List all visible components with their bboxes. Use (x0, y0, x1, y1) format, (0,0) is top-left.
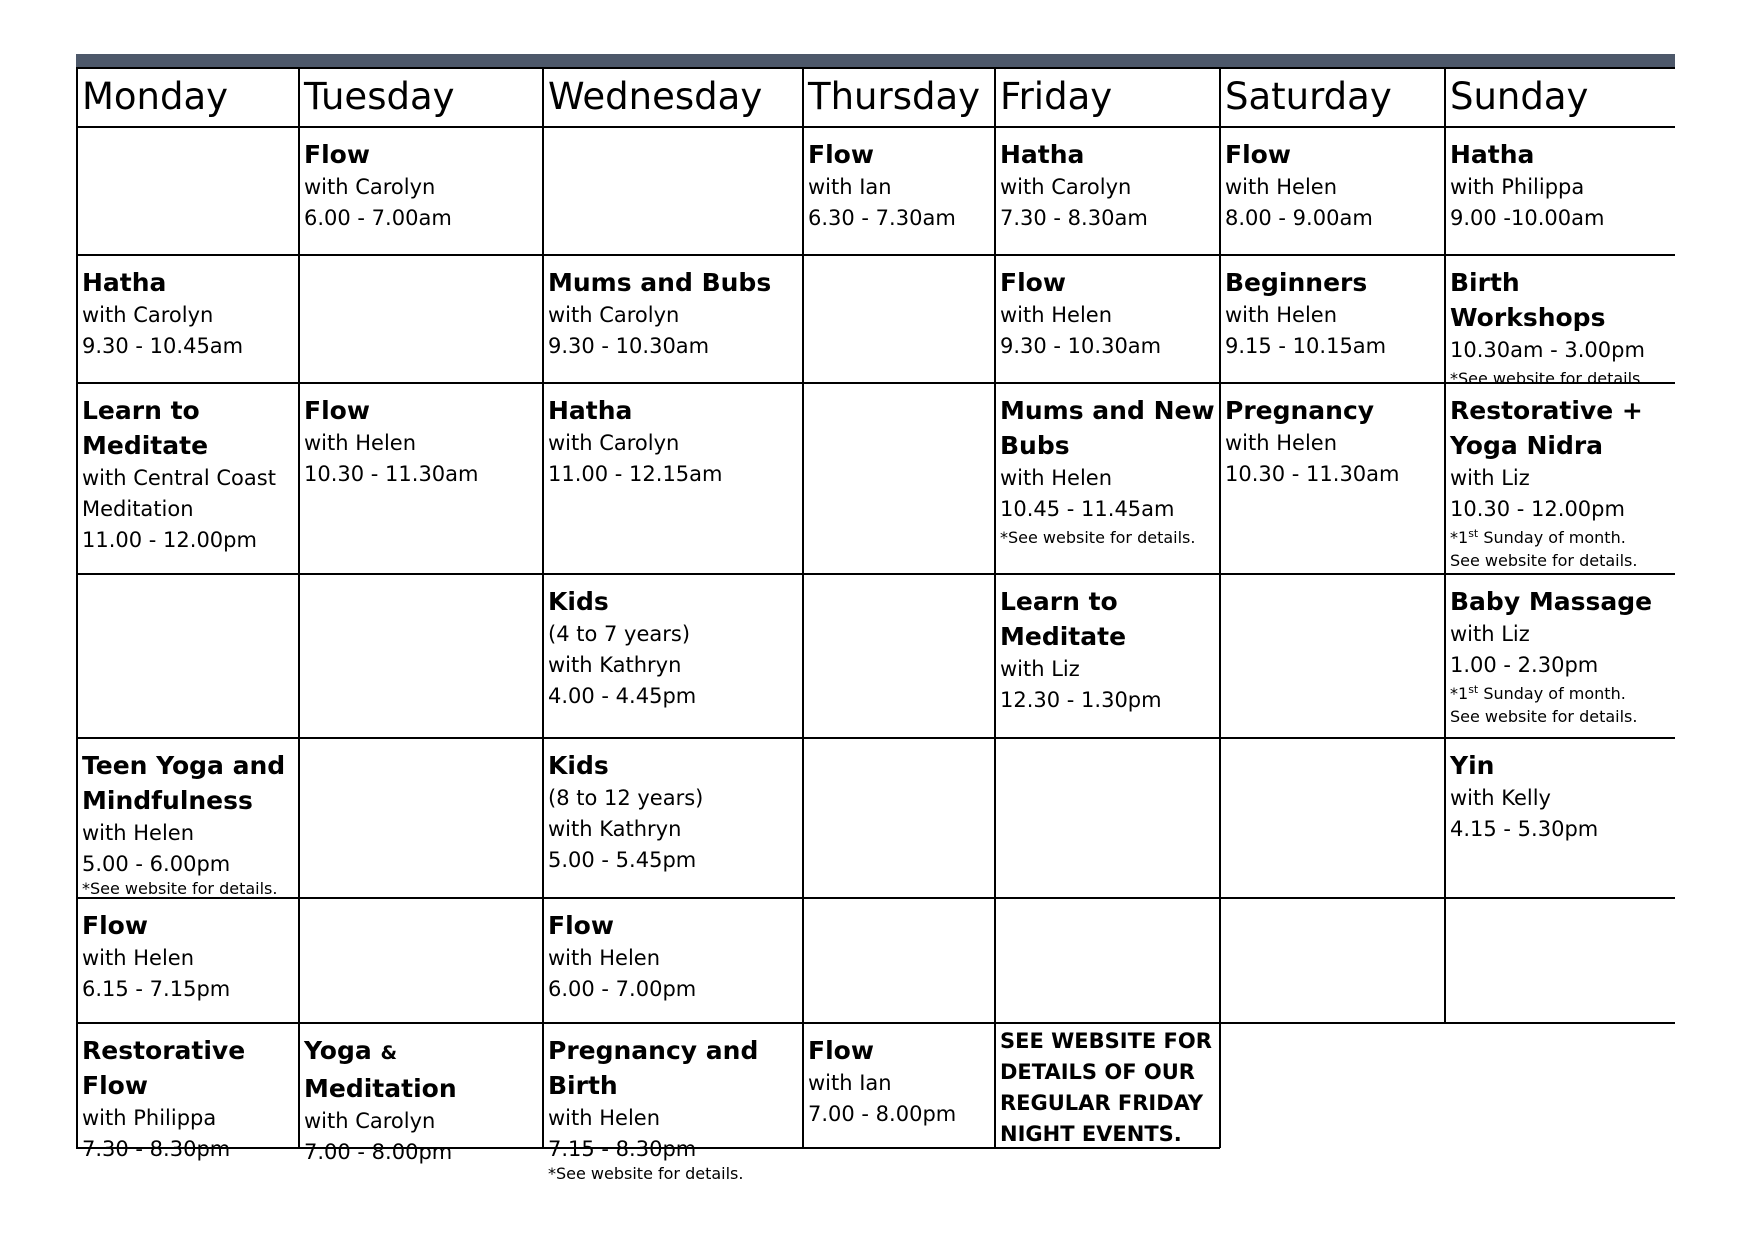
class-time: 10.45 - 11.45am (1000, 497, 1175, 521)
class-time: 7.30 - 8.30am (1000, 206, 1148, 230)
class-teacher: with Helen (1000, 303, 1113, 327)
class-teacher: with Philippa (82, 1106, 217, 1130)
day-header-thursday: Thursday (808, 75, 981, 118)
class-title: Kids (548, 751, 609, 780)
class-time: 10.30 - 11.30am (1225, 462, 1400, 486)
grid-line (76, 737, 1675, 739)
day-header-saturday: Saturday (1225, 75, 1392, 118)
class-title: Restorative Flow (82, 1036, 246, 1100)
class-cell-wednesday-flow-evening (542, 898, 802, 1022)
class-teacher: with Carolyn (82, 303, 214, 327)
day-header-friday: Friday (1000, 75, 1113, 118)
class-title: Hatha (1000, 140, 1085, 169)
class-teacher: with Helen (548, 1106, 661, 1130)
class-time: 5.00 - 6.00pm (82, 852, 231, 876)
class-cell-thursday-flow-evening (802, 1023, 994, 1147)
title-text: Yoga (304, 1036, 381, 1065)
class-cell-friday-mums-and-new-bubs (994, 383, 1219, 573)
class-cell-tuesday-flow (298, 127, 542, 254)
class-time: 6.30 - 7.30am (808, 206, 956, 230)
class-time: 9.15 - 10.15am (1225, 334, 1387, 358)
notice-line: SEE WEBSITE FOR (1000, 1029, 1212, 1053)
class-title: Hatha (548, 396, 633, 425)
class-teacher: with Helen (304, 431, 417, 455)
note-text: Sunday of month. (1478, 528, 1626, 547)
class-title: Flow (808, 1036, 874, 1065)
class-title: Pregnancy and Birth (548, 1036, 759, 1100)
class-teacher: with Helen (548, 946, 661, 970)
class-time: 5.00 - 5.45pm (548, 848, 697, 872)
class-teacher: with Carolyn (304, 175, 436, 199)
class-time: 9.30 - 10.30am (1000, 334, 1162, 358)
friday-night-events-notice (994, 1023, 1219, 1147)
class-time: 10.30 - 12.00pm (1450, 497, 1625, 521)
class-time: 9.00 -10.00am (1450, 206, 1605, 230)
class-cell-tuesday-flow-morning (298, 383, 542, 573)
class-time: 6.00 - 7.00pm (548, 977, 697, 1001)
class-cell-sunday-birth-workshops (1444, 255, 1675, 388)
ampersand: & (380, 1042, 398, 1064)
class-title: Yin (1450, 751, 1495, 780)
class-time: 6.15 - 7.15pm (82, 977, 231, 1001)
day-header-wednesday: Wednesday (548, 75, 763, 118)
class-cell-monday-learn-to-meditate (76, 383, 298, 573)
note-superscript: st (1468, 683, 1479, 696)
class-cell-saturday-flow (1219, 127, 1444, 254)
class-title: Learn to (82, 396, 200, 425)
class-time: 11.00 - 12.15am (548, 462, 723, 486)
class-note: See website for details. (1450, 707, 1638, 726)
day-header-tuesday: Tuesday (304, 75, 455, 118)
class-cell-wednesday-hatha (542, 383, 802, 573)
class-time: 1.00 - 2.30pm (1450, 653, 1599, 677)
class-title: Flow (304, 140, 370, 169)
title-text: Meditation (304, 1074, 457, 1103)
class-cell-thursday-flow (802, 127, 994, 254)
class-time: 7.30 - 8.30pm (82, 1137, 231, 1161)
class-title: Baby Massage (1450, 587, 1653, 616)
class-title: Flow (1225, 140, 1291, 169)
class-cell-wednesday-mums-and-bubs (542, 255, 802, 382)
class-cell-monday-teen-yoga (76, 738, 298, 897)
class-cell-monday-flow-evening (76, 898, 298, 1022)
class-title: Yoga Nidra (1450, 431, 1604, 460)
class-teacher: with Liz (1450, 622, 1530, 646)
class-note: *See website for details. (82, 879, 278, 898)
class-age-range: (4 to 7 years) (548, 622, 691, 646)
class-title: Mums and Bubs (548, 268, 772, 297)
class-cell-tuesday-yoga-meditation (298, 1023, 542, 1164)
class-title (304, 1033, 542, 1106)
class-teacher: with Central Coast (82, 466, 276, 490)
class-cell-saturday-pregnancy (1219, 383, 1444, 573)
class-time: 7.15 - 8.30pm (548, 1137, 697, 1161)
class-cell-sunday-hatha (1444, 127, 1675, 254)
note-superscript: st (1468, 527, 1479, 540)
class-title: Learn to (1000, 587, 1118, 616)
class-time: 10.30am - 3.00pm (1450, 338, 1645, 362)
note-text: Sunday of month. (1478, 684, 1626, 703)
class-teacher: with Helen (1225, 431, 1338, 455)
class-time: 4.00 - 4.45pm (548, 684, 697, 708)
grid-line (76, 573, 1675, 575)
class-time: 9.30 - 10.45am (82, 334, 244, 358)
class-time: 8.00 - 9.00am (1225, 206, 1373, 230)
class-title: Flow (808, 140, 874, 169)
class-title: Hatha (82, 268, 167, 297)
class-teacher: with Carolyn (304, 1109, 436, 1133)
class-cell-monday-hatha (76, 255, 298, 382)
class-teacher: with Helen (1225, 303, 1338, 327)
notice-line: NIGHT EVENTS. (1000, 1122, 1182, 1146)
class-teacher: with Kathryn (548, 653, 682, 677)
class-cell-monday-restorative-flow (76, 1023, 298, 1161)
class-note: *See website for details. (1450, 369, 1646, 388)
class-teacher: with Philippa (1450, 175, 1585, 199)
class-teacher: with Carolyn (1000, 175, 1132, 199)
class-teacher: with Helen (82, 946, 195, 970)
class-cell-sunday-restorative-yoga-nidra (1444, 383, 1675, 573)
class-cell-friday-flow (994, 255, 1219, 382)
class-note: *See website for details. (548, 1164, 744, 1183)
class-title: Birth Workshops (1450, 268, 1606, 332)
class-time: 7.00 - 8.00pm (808, 1102, 957, 1126)
class-title: Kids (548, 587, 609, 616)
class-title: Restorative + (1450, 396, 1643, 425)
grid-line (76, 897, 1675, 899)
class-teacher: with Kelly (1450, 786, 1551, 810)
class-teacher: with Kathryn (548, 817, 682, 841)
class-teacher: with Helen (1000, 466, 1113, 490)
class-title: Meditate (82, 431, 209, 460)
class-cell-friday-learn-to-meditate (994, 574, 1219, 737)
class-title: Meditate (1000, 622, 1127, 651)
class-cell-wednesday-kids-4-7 (542, 574, 802, 737)
class-note: *See website for details. (1000, 528, 1196, 547)
class-title: Mums and New (1000, 396, 1215, 425)
class-teacher: with Carolyn (548, 303, 680, 327)
class-teacher: with Carolyn (548, 431, 680, 455)
class-time: 11.00 - 12.00pm (82, 528, 257, 552)
class-cell-sunday-yin (1444, 738, 1675, 897)
class-time: 12.30 - 1.30pm (1000, 688, 1162, 712)
class-time: 6.00 - 7.00am (304, 206, 452, 230)
class-teacher: with Ian (808, 1071, 892, 1095)
class-cell-sunday-baby-massage (1444, 574, 1675, 737)
class-age-range: (8 to 12 years) (548, 786, 704, 810)
day-header-monday: Monday (82, 75, 229, 118)
class-title: Bubs (1000, 431, 1070, 460)
class-time: 9.30 - 10.30am (548, 334, 710, 358)
day-header-sunday: Sunday (1450, 75, 1589, 118)
note-text: *1 (1450, 684, 1469, 703)
class-cell-saturday-beginners (1219, 255, 1444, 382)
class-title: Beginners (1225, 268, 1368, 297)
class-teacher: with Liz (1450, 466, 1530, 490)
class-time: 7.00 - 8.00pm (304, 1140, 453, 1164)
notice-line: REGULAR FRIDAY (1000, 1091, 1204, 1115)
class-title: Mindfulness (82, 786, 253, 815)
class-teacher: with Helen (82, 821, 195, 845)
class-cell-friday-hatha (994, 127, 1219, 254)
class-title: Hatha (1450, 140, 1535, 169)
class-time: 4.15 - 5.30pm (1450, 817, 1599, 841)
class-title: Teen Yoga and (82, 751, 286, 780)
class-cell-wednesday-kids-8-12 (542, 738, 802, 897)
class-note: See website for details. (1450, 551, 1638, 570)
class-teacher: with Helen (1225, 175, 1338, 199)
class-title: Flow (548, 911, 614, 940)
class-title: Flow (82, 911, 148, 940)
class-cell-wednesday-pregnancy-and-birth (542, 1023, 802, 1183)
class-time: 10.30 - 11.30am (304, 462, 479, 486)
notice-line: DETAILS OF OUR (1000, 1060, 1195, 1084)
class-teacher: with Ian (808, 175, 892, 199)
class-teacher: Meditation (82, 497, 194, 521)
note-text: *1 (1450, 528, 1469, 547)
class-teacher: with Liz (1000, 657, 1080, 681)
class-title: Pregnancy (1225, 396, 1375, 425)
class-title: Flow (304, 396, 370, 425)
class-title: Flow (1000, 268, 1066, 297)
